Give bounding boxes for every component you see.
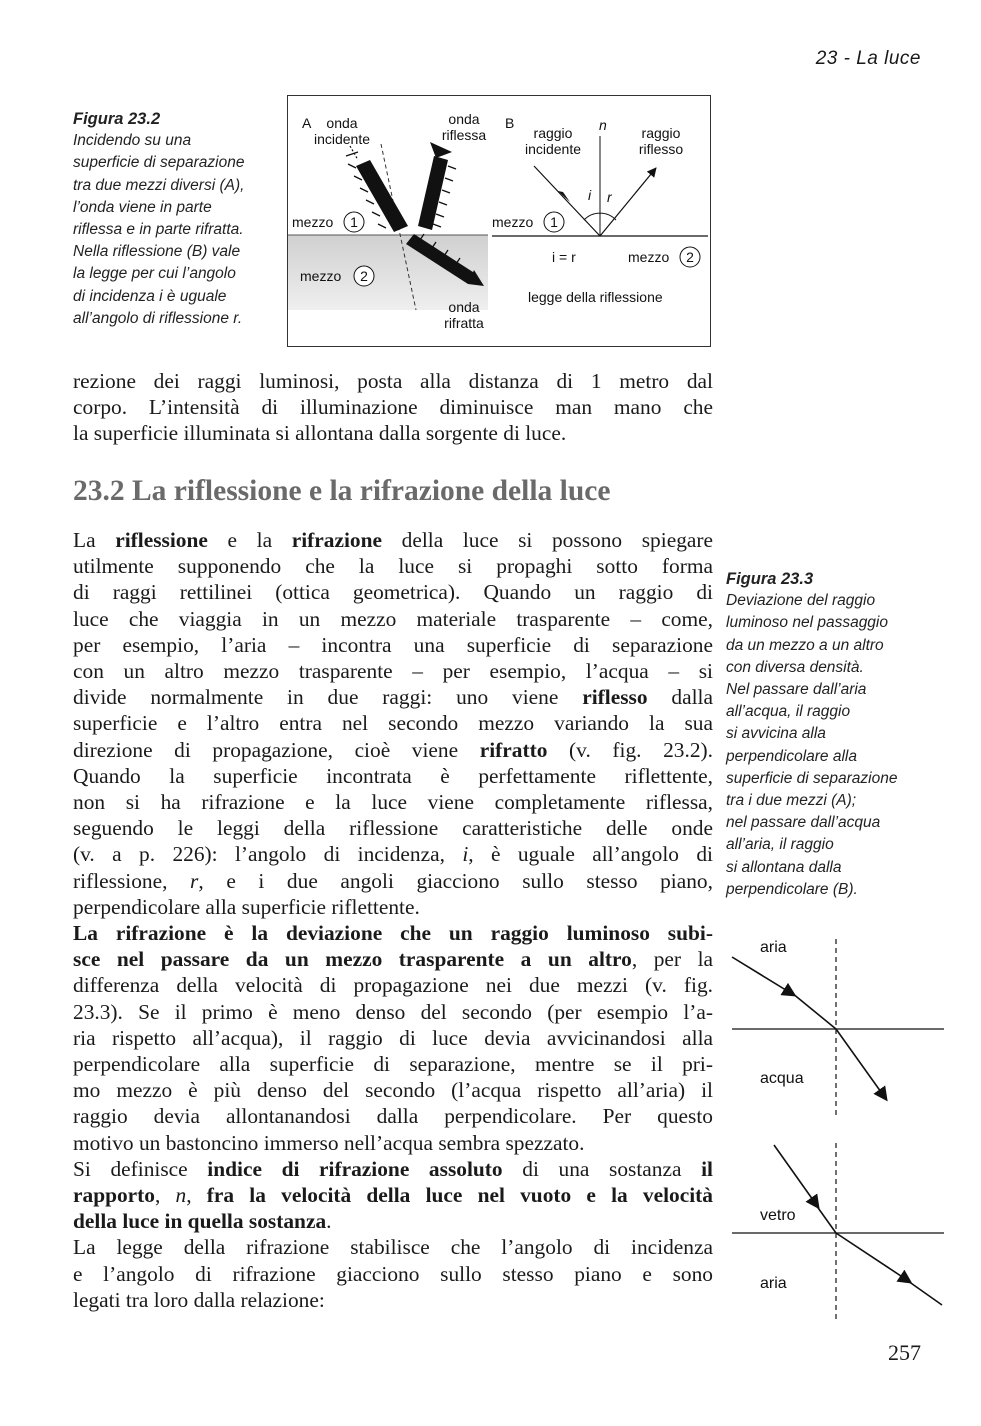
- text-line: con un altro mezzo trasparente – per esempio, l’acqua – si: [73, 659, 713, 684]
- caption-line: tra i due mezzi (A);: [726, 792, 857, 810]
- main-paragraphs: [73, 527, 713, 1313]
- label-onda-incidente-2: incidente: [313, 131, 371, 147]
- label-aria-bottom: aria: [760, 1275, 787, 1292]
- text-line: raggio devia allontanandosi dalla perpendicolare. Per questo: [73, 1104, 713, 1129]
- text-line: di raggi rettilinei (ottica geometrica). Quando un raggio di: [73, 580, 713, 605]
- text-line: La riflessione e la rifrazione della luce si possono spiegare: [73, 528, 713, 552]
- caption-line: con diversa densità.: [726, 658, 864, 676]
- text-line: luce che viaggia in un mezzo materiale trasparente – come,: [73, 606, 713, 631]
- incident-ray-bottom: [774, 1145, 818, 1207]
- text-line: legati tra loro dalla relazione:: [73, 1287, 325, 1312]
- caption-line: Deviazione del raggio: [726, 592, 876, 610]
- incident-ray-top: [732, 957, 794, 995]
- panel-a-letter: A: [302, 115, 312, 131]
- text-line: per esempio, l’aria – incontra una superficie di separazione: [73, 632, 713, 657]
- text-line: La rifrazione è la deviazione che un raggio luminoso subi-: [73, 921, 713, 946]
- law-of-reflection-label: legge della riflessione: [528, 289, 663, 305]
- caption-line: l’onda viene in parte: [73, 198, 212, 216]
- caption-line: perpendicolare alla: [726, 747, 857, 765]
- text-line: ria rispetto all’acqua), il raggio di luce devia avvicinandosi alla: [73, 1025, 713, 1050]
- text-line: 23.3). Se il primo è meno denso del secondo (per esempio l’a-: [73, 999, 713, 1024]
- text-line: Si definisce indice di rifrazione assoluto di una sostanza il: [73, 1156, 713, 1181]
- caption-line: Nella riflessione (B) vale: [73, 243, 241, 261]
- text-line: La legge della rifrazione stabilisce che l’angolo di incidenza: [73, 1235, 713, 1260]
- figure-23-2-diagram: [287, 95, 711, 347]
- angle-r-label: r: [607, 189, 612, 205]
- reflected-wave-beam: [418, 142, 456, 230]
- caption-line: da un mezzo a un altro: [726, 636, 884, 654]
- normal-label-n: n: [599, 117, 607, 133]
- text-line: Quando la superficie incontrata è perfettamente riflettente,: [73, 763, 713, 788]
- caption-line: Incidendo su una: [73, 132, 192, 150]
- text-line: rapporto, n, fra la velocità della luce nel vuoto e la velocità: [73, 1183, 713, 1208]
- medium-2-number-b: 2: [686, 249, 694, 265]
- label-raggio-riflesso: raggio: [641, 125, 681, 141]
- caption-line: Nel passare dall’aria: [726, 681, 867, 699]
- medium-1-label-b: mezzo: [492, 214, 534, 230]
- caption-line: di incidenza i è uguale: [73, 287, 227, 305]
- label-raggio-incidente: raggio: [533, 125, 573, 141]
- text-line: superficie e l’altro entra nel secondo mezzo variando la sua: [73, 711, 713, 736]
- caption-line: nel passare dall’acqua: [726, 814, 881, 832]
- panel-b-letter: B: [505, 115, 515, 131]
- refracted-ray-top: [836, 1029, 886, 1099]
- label-onda-incidente: onda: [326, 115, 358, 131]
- caption-line: si allontana dalla: [726, 858, 842, 876]
- text-line: divide normalmente in due raggi: uno viene riflesso dalla: [73, 685, 713, 710]
- label-onda-riflessa: onda: [448, 111, 480, 127]
- text-line: la superficie illuminata si allontana dalla sorgente di luce.: [73, 421, 567, 446]
- page-number: 257: [888, 1340, 921, 1365]
- equation-i-equals-r: i = r: [552, 249, 576, 265]
- figure-23-2-title: Figura 23.2: [73, 110, 161, 128]
- figure-23-3-caption: [726, 568, 966, 901]
- caption-line: la legge per cui l’angolo: [73, 265, 236, 283]
- medium-2-label-a: mezzo: [300, 268, 342, 284]
- text-line: riflessione, r, e i due angoli giacciono sullo stesso piano,: [73, 868, 713, 893]
- text-line: sce nel passare da un mezzo trasparente a un altro, per la: [73, 947, 714, 972]
- text-line: corpo. L’intensità di illuminazione diminuisce man mano che: [73, 395, 713, 420]
- text-line: motivo un bastoncino immerso nell’acqua sembra spezzato.: [73, 1130, 585, 1155]
- text-line: seguendo le leggi della riflessione caratteristiche delle onde: [73, 816, 713, 841]
- text-line: non si ha rifrazione e la luce viene completamente riflessa,: [73, 790, 713, 815]
- section-title: 23.2 La riflessione e la rifrazione della luce: [73, 475, 611, 507]
- medium-2-label-b: mezzo: [628, 249, 670, 265]
- text-line: della luce in quella sostanza.: [73, 1209, 332, 1234]
- caption-line: superficie di separazione: [726, 769, 898, 787]
- text-line: utilmente supponendo che la luce si propaghi sotto forma: [73, 554, 713, 579]
- refracted-ray-bottom: [836, 1233, 910, 1282]
- medium-2-number-a: 2: [360, 268, 368, 284]
- medium-1-number-a: 1: [350, 214, 358, 230]
- running-head: 23 - La luce: [815, 48, 921, 69]
- medium-1-number-b: 1: [550, 214, 558, 230]
- text-line: perpendicolare alla superficie di separazione, mentre se il pri-: [73, 1052, 713, 1077]
- label-onda-rifratta: onda: [448, 299, 480, 315]
- caption-line: all’angolo di riflessione r.: [73, 309, 243, 327]
- text-line: e l’angolo di rifrazione giacciono sullo stesso piano e sono: [73, 1261, 713, 1286]
- label-onda-riflessa-2: riflessa: [441, 127, 487, 143]
- caption-line: all’aria, il raggio: [726, 836, 834, 854]
- label-acqua: acqua: [760, 1070, 804, 1087]
- medium-1-label-a: mezzo: [292, 214, 334, 230]
- text-line: differenza della velocità di propagazione nei due mezzi (v. fig.: [73, 973, 713, 998]
- label-raggio-incidente-2: incidente: [524, 141, 582, 157]
- label-aria-top: aria: [760, 939, 787, 956]
- text-line: (v. a p. 226): l’angolo di incidenza, i, è uguale all’angolo di: [73, 842, 713, 867]
- figure-23-3-title: Figura 23.3: [726, 570, 814, 588]
- text-line: direzione di propagazione, cioè viene rifratto (v. fig. 23.2).: [73, 737, 713, 762]
- caption-line: all’acqua, il raggio: [726, 703, 851, 721]
- caption-line: si avvicina alla: [726, 725, 826, 743]
- angle-i-label: i: [588, 187, 592, 203]
- label-raggio-riflesso-2: riflesso: [638, 141, 684, 157]
- figure-23-3-diagram: [728, 935, 948, 1325]
- caption-line: perpendicolare (B).: [726, 880, 858, 898]
- text-line: rezione dei raggi luminosi, posta alla distanza di 1 metro dal: [73, 369, 713, 393]
- intro-paragraph: [73, 368, 713, 447]
- figure-23-2-caption: [73, 108, 278, 330]
- caption-line: tra due mezzi diversi (A),: [73, 176, 245, 194]
- label-vetro: vetro: [760, 1207, 796, 1224]
- caption-line: riflessa e in parte rifratta.: [73, 221, 244, 239]
- label-onda-rifratta-2: rifratta: [444, 315, 484, 331]
- caption-line: luminoso nel passaggio: [726, 614, 888, 632]
- text-line: mo mezzo è più denso del secondo (l’acqua rispetto all’aria) il: [73, 1078, 713, 1103]
- text-line: perpendicolare alla superficie riflettente.: [73, 894, 420, 919]
- caption-line: superficie di separazione: [73, 154, 245, 172]
